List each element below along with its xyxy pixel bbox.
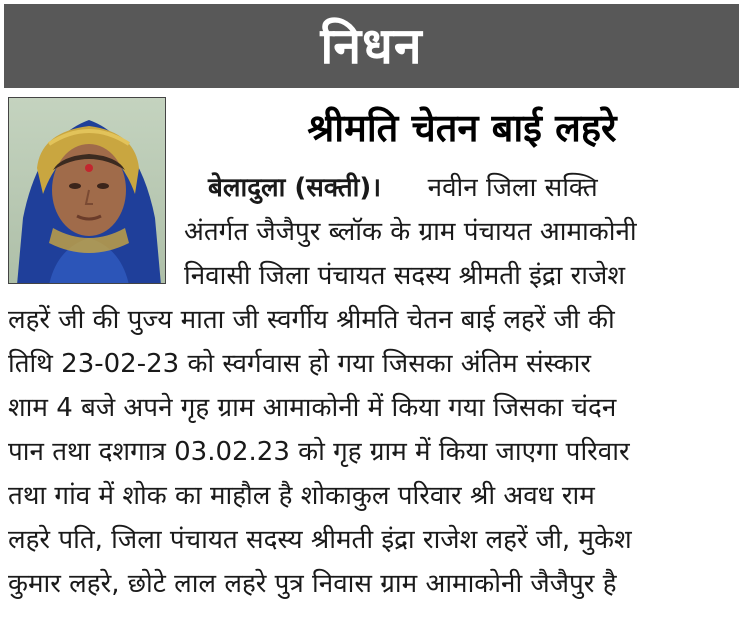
article-line: कुमार लहरे, छोटे लाल लहरे पुत्र निवास ग्राम आमाकोनी जैजैपुर है <box>8 569 617 599</box>
article-line: तथा गांव में शोक का माहौल है शोकाकुल परिवार श्री अवध राम <box>8 481 595 511</box>
article-line-text: नवीन जिला सक्ति <box>427 173 598 203</box>
article-line: तिथि 23-02-23 को स्वर्गवास हो गया जिसका अंतिम संस्कार <box>8 349 591 379</box>
portrait-image <box>9 98 166 284</box>
article-line: निवासी जिला पंचायत सदस्य श्रीमती इंद्रा राजेश <box>184 261 626 291</box>
article-line: लहरें जी की पुज्य माता जी स्वर्गीय श्रीमति चेतन बाई लहरें जी की <box>8 305 615 335</box>
section-title: निधन <box>320 17 423 75</box>
portrait-photo <box>8 97 166 284</box>
deceased-name: श्रीमति चेतन बाई लहरे <box>307 106 617 150</box>
dateline: बेलादुला (सक्ती)। <box>208 173 382 203</box>
section-header <box>4 4 739 88</box>
article-line: अंतर्गत जैजैपुर ब्लॉक के ग्राम पंचायत आमाकोनी <box>184 217 637 247</box>
article-line: लहरे पति, जिला पंचायत सदस्य श्रीमती इंद्रा राजेश लहरें जी, मुकेश <box>8 525 632 555</box>
article-line: शाम 4 बजे अपने गृह ग्राम आमाकोनी में किया गया जिसका चंदन <box>8 393 617 423</box>
article-line: पान तथा दशगात्र 03.02.23 को गृह ग्राम में किया जाएगा परिवार <box>8 437 630 467</box>
article-line <box>208 168 598 208</box>
